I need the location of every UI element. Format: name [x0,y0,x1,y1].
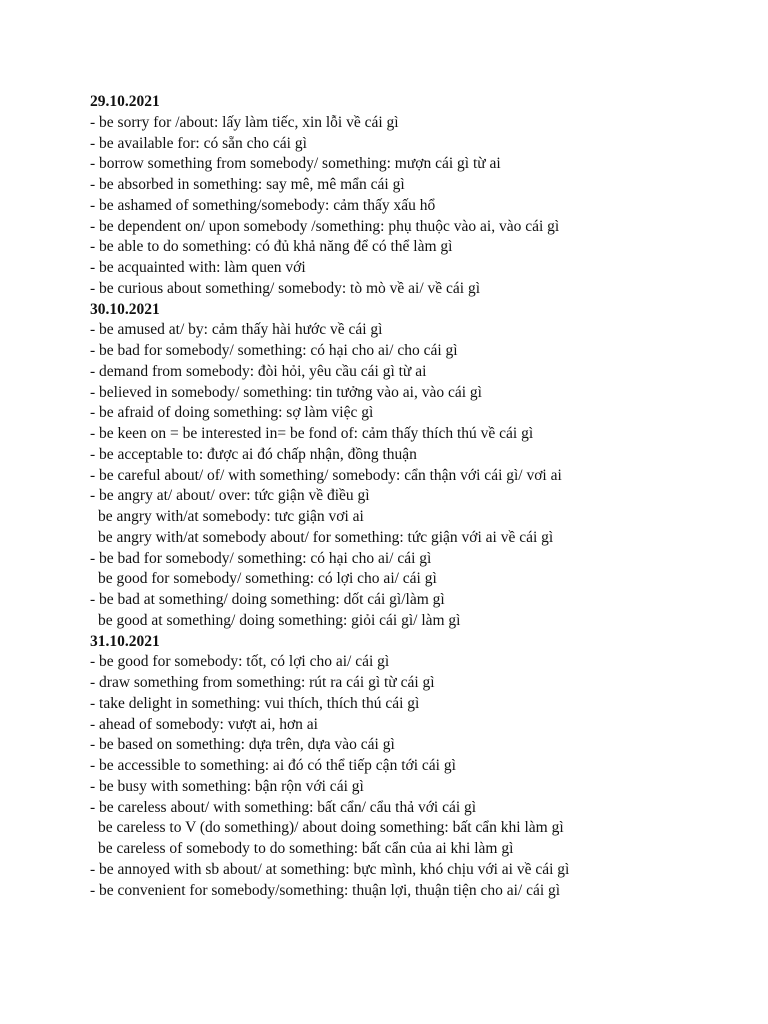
vocab-entry: - draw something from something: rút ra cái gì từ cái gì [90,674,435,691]
document-body [90,92,750,901]
vocab-entry: - be bad for somebody/ something: có hại cho ai/ cái gì [90,549,432,567]
vocab-entry: - be absorbed in something: say mê, mê mẩn cái gì [90,176,405,193]
section-date: 29.10.2021 [90,93,160,110]
vocab-subentry: be careless to V (do something)/ about doing something: bất cẩn khi làm gì [98,819,564,837]
vocab-entry: - believed in somebody/ something: tin tưởng vào ai, vào cái gì [90,383,482,401]
vocab-entry: - ahead of somebody: vượt ai, hơn ai [90,715,318,733]
vocab-entry: - be convenient for somebody/something: thuận lợi, thuận tiện cho ai/ cái gì [90,881,561,899]
vocab-entry: - be based on something: dựa trên, dựa vào cái gì [90,736,395,754]
vocab-subentry: be angry with/at somebody about/ for something: tức giận với ai về cái gì [98,528,554,546]
vocab-entry: - be busy with something: bận rộn với cái gì [90,777,364,795]
vocab-entry: - be careful about/ of/ with something/ somebody: cẩn thận với cái gì/ vơi ai [90,466,562,484]
vocab-subentry: be careless of somebody to do something: bất cẩn của ai khi làm gì [98,840,514,857]
vocab-entry: - be good for somebody: tốt, có lợi cho ai/ cái gì [90,653,390,671]
vocab-subentry: be good at something/ doing something: giỏi cái gì/ làm gì [98,611,461,629]
section-date: 31.10.2021 [90,632,160,650]
vocab-entry: - be bad for somebody/ something: có hại cho ai/ cho cái gì [90,342,458,359]
vocab-entry: - be available for: có sẵn cho cái gì [90,134,307,152]
vocabulary-list [90,92,750,901]
vocab-entry: - take delight in something: vui thích, thích thú cái gì [90,694,420,712]
vocab-entry: - be afraid of doing something: sợ làm việc gì [90,404,374,422]
vocab-entry: - be ashamed of something/somebody: cảm thấy xấu hổ [90,196,436,214]
vocab-entry: - be sorry for /about: lấy làm tiếc, xin lỗi về cái gì [90,113,399,131]
vocab-entry: - borrow something from somebody/ something: mượn cái gì từ ai [90,155,501,173]
vocab-subentry: be angry with/at somebody: tưc giận vơi ai [98,508,364,525]
vocab-entry: - be bad at something/ doing something: dốt cái gì/làm gì [90,591,445,608]
vocab-entry: - demand from somebody: đòi hỏi, yêu cầu cái gì từ ai [90,362,427,380]
vocab-entry: - be careless about/ with something: bất cẩn/ cẩu thả với cái gì [90,798,477,816]
vocab-entry: - be amused at/ by: cảm thấy hài hước về cái gì [90,321,383,339]
vocab-entry: - be keen on = be interested in= be fond of: cảm thấy thích thú về cái gì [90,425,534,442]
vocab-entry: - be curious about something/ somebody: tò mò về ai/ về cái gì [90,279,481,297]
vocab-entry: - be annoyed with sb about/ at something: bực mình, khó chịu với ai về cái gì [90,860,570,878]
vocab-entry: - be angry at/ about/ over: tức giận về điều gì [90,487,370,505]
vocab-entry: - be acquainted with: làm quen với [90,259,306,276]
section-date: 30.10.2021 [90,300,160,318]
vocab-entry: - be dependent on/ upon somebody /something: phụ thuộc vào ai, vào cái gì [90,217,560,235]
vocab-subentry: be good for somebody/ something: có lợi cho ai/ cái gì [98,570,437,588]
vocab-entry: - be accessible to something: ai đó có thể tiếp cận tới cái gì [90,757,456,774]
vocab-entry: - be acceptable to: được ai đó chấp nhận, đồng thuận [90,445,417,463]
vocab-entry: - be able to do something: có đủ khả năng để có thể làm gì [90,238,453,256]
